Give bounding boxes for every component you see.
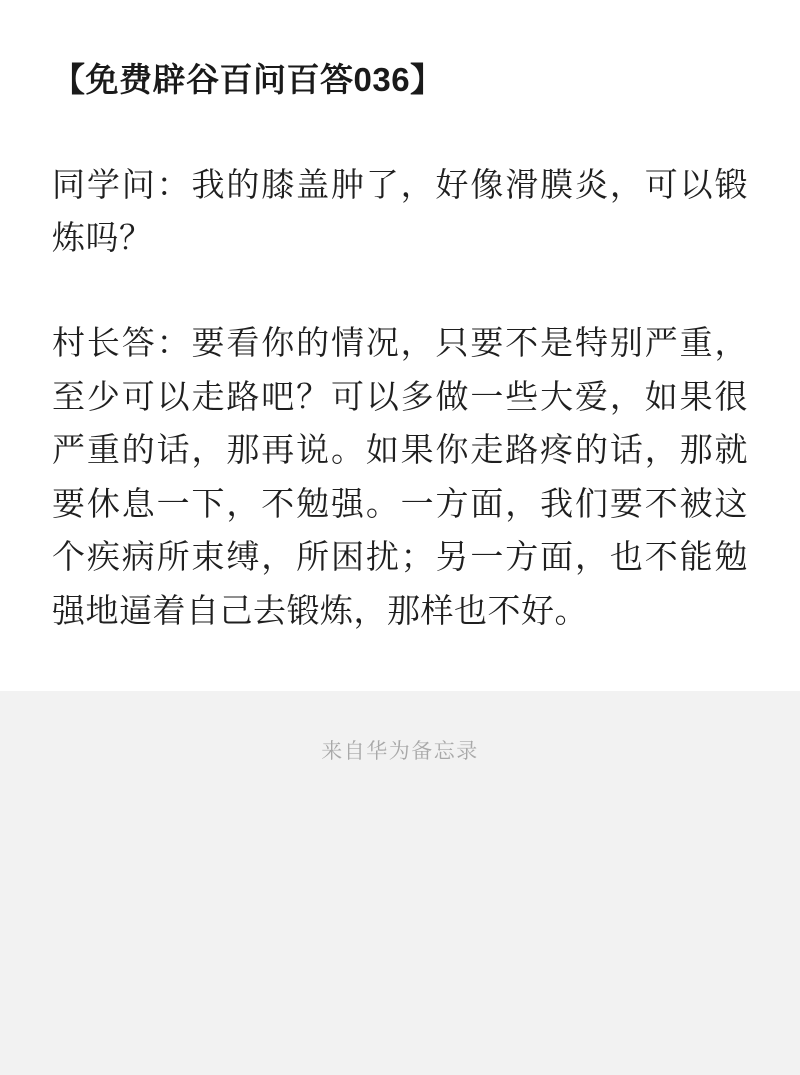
note-title: 【免费辟谷百问百答036】 xyxy=(52,61,444,98)
note-paragraph-question: 同学问：我的膝盖肿了，好像滑膜炎，可以锻炼吗？ xyxy=(52,165,748,256)
footer-area xyxy=(0,691,800,1075)
note-paragraph-answer: 村长答：要看你的情况，只要不是特别严重，至少可以走路吧？可以多做一些大爱，如果很严重的话，那再说。如果你走路疼的话，那就要休息一下，不勉强。一方面，我们要不被这个疾病所束缚，所困扰；另一方面，也不能勉强地逼着自己去锻炼，那样也不好。 xyxy=(52,324,748,629)
source-label: 来自华为备忘录 xyxy=(321,740,479,764)
